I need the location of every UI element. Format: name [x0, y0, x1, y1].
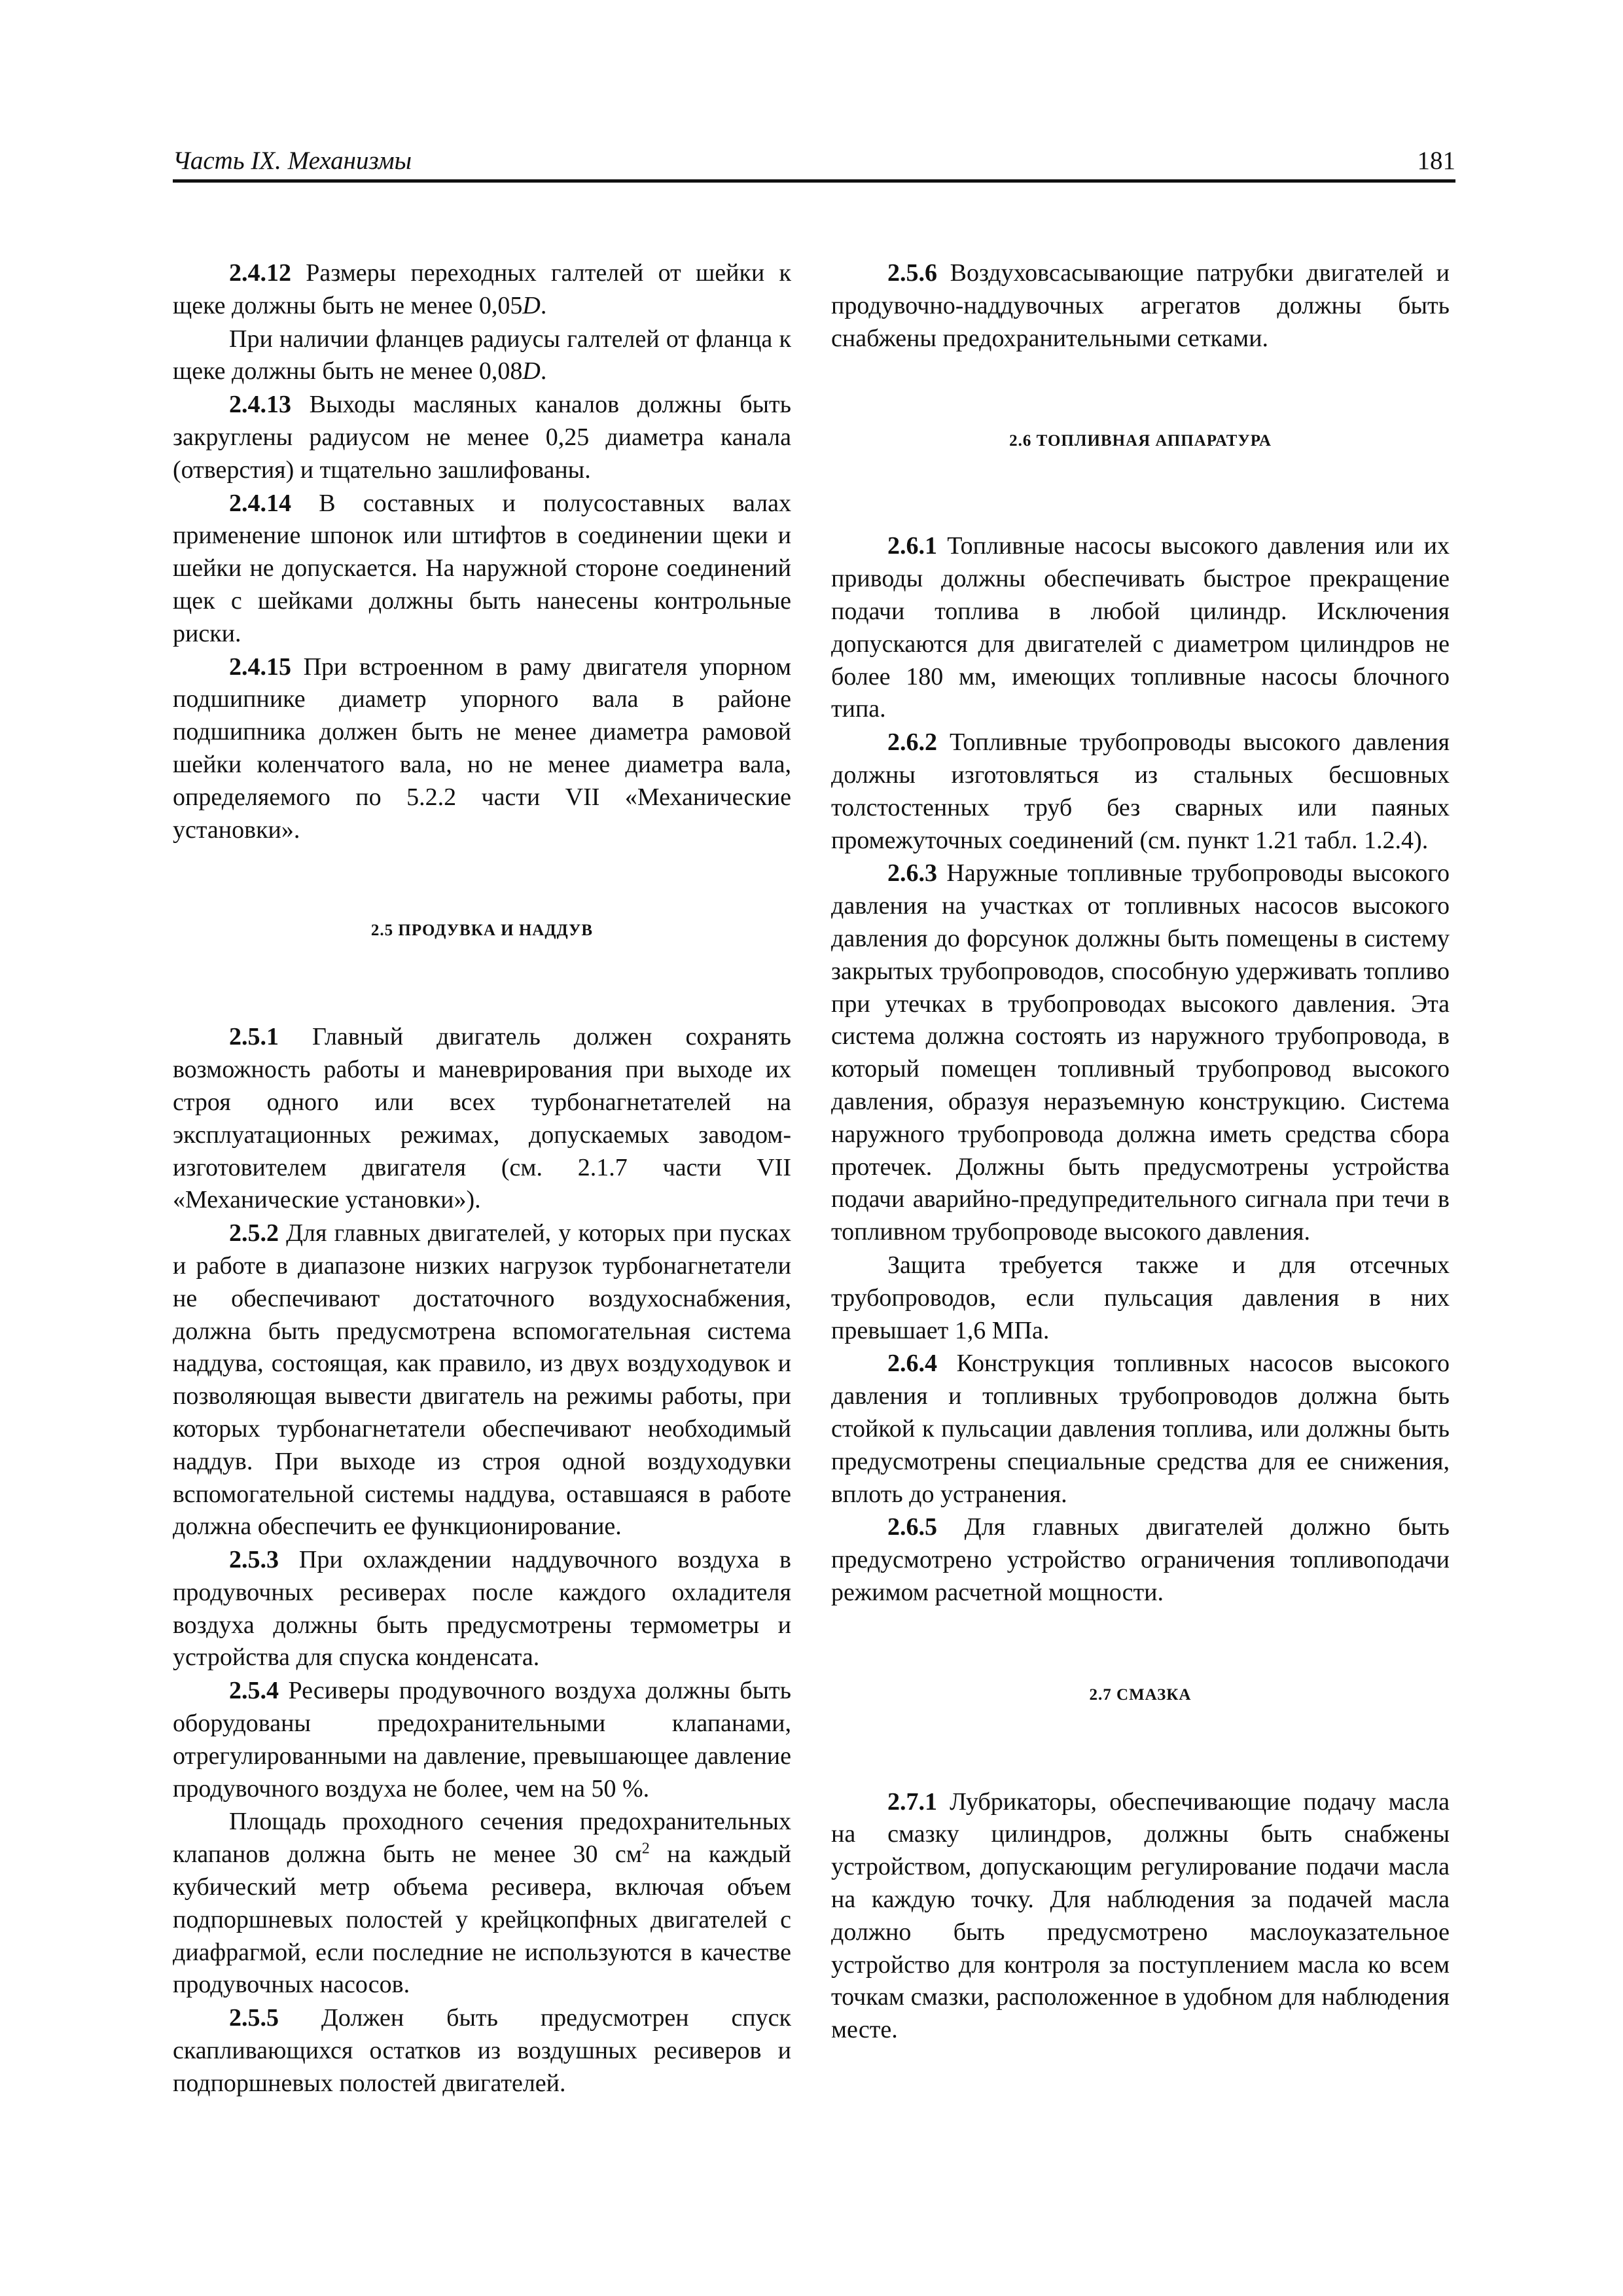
- superscript: 2: [641, 1840, 650, 1857]
- clause-number: 2.5.5: [229, 2004, 279, 2032]
- clause-text: Лубрикаторы, обеспечивающие подачу масла на смазку цилиндров, должны быть снабжены устройством, допускающим регулирование подачи масла на каждую точку. Для наблюдения за подачей масла должно быть предусмотрено маслоуказательное устройство для контроля за поступлением масла ко всем точкам смазки, расположенное в удобном для наблюдения месте.: [831, 1787, 1450, 2044]
- clause-text: При встроенном в раму двигателя упорном подшипнике диаметр упорного вала в районе подшипника должен быть не менее диаметра рамовой шейки коленчатого вала, но не менее диаметра вала, определяемого по 5.2.2 части VII «Механические установки».: [173, 653, 791, 844]
- paragraph-2-5-2: [173, 1217, 791, 1543]
- clause-text: Воздуховсасывающие патрубки двигателей и продувочно-наддувочных агрегатов должны быть снабжены предохранительными сетками.: [831, 259, 1450, 352]
- variable-d: D: [522, 357, 541, 386]
- clause-text: Топливные насосы высокого давления или их приводы должны обеспечивать быстрое прекращение подачи топлива в любой цилиндр. Исключения допускаются для двигателей с диаметром цилиндров не более 180 мм, имеющих топливные насосы блочного типа.: [831, 532, 1450, 723]
- clause-number: 2.5.4: [229, 1677, 279, 1705]
- paragraph-2-4-13: [173, 389, 791, 486]
- paragraph-2-4-15: [173, 651, 791, 847]
- clause-text: Защита требуется также и для отсечных трубопроводов, если пульсация давления в них превышает 1,6 МПа.: [831, 1251, 1450, 1344]
- clause-end: .: [540, 357, 547, 386]
- clause-text: Для главных двигателей должно быть предусмотрено устройство ограничения топливоподачи режимом расчетной мощности.: [831, 1513, 1450, 1606]
- clause-number: 2.5.2: [229, 1219, 279, 1247]
- clause-number: 2.6.4: [887, 1350, 937, 1378]
- clause-text: Топливные трубопроводы высокого давления должны изготовляться из стальных бесшовных толстостенных труб без сварных или паяных промежуточных соединений (см. пункт 1.21 табл. 1.2.4).: [831, 728, 1450, 854]
- paragraph-2-6-5: [831, 1511, 1450, 1609]
- clause-text: Главный двигатель должен сохранять возможность работы и маневрирования при выходе их строя одного или всех турбонагнетателей на эксплуатационных режимах, допускаемых заводом-изготовителем двигателя (см. 2.1.7 части VII «Механические установки»).: [173, 1023, 791, 1214]
- clause-text: При наличии фланцев радиусы галтелей от фланца к щеке должны быть не менее 0,08: [173, 325, 791, 386]
- paragraph-2-5-5: [173, 2002, 791, 2100]
- paragraph-2-5-4: [173, 1675, 791, 1805]
- paragraph-2-6-2: [831, 726, 1450, 857]
- clause-number: 2.4.12: [229, 259, 291, 287]
- paragraph-2-4-14: [173, 488, 791, 651]
- section-heading-2-6: 2.6 ТОПЛИВНАЯ АППАРАТУРА: [1009, 432, 1272, 450]
- paragraph-2-6-3: [831, 857, 1450, 1249]
- clause-text: Наружные топливные трубопроводы высокого давления на участках от топливных насосов высокого давления до форсунок должны быть помещены в систему закрытых трубопроводов, способную удерживать топливо при утечках в трубопроводах высокого давления. Эта система должна состоять из наружного трубопровода, в который помещен топливный трубопровод высокого давления, образуя неразъемную конструкцию. Система наружного трубопровода должна иметь средства сбора протечек. Должны быть предусмотрены устройства подачи аварийно-предупредительного сигнала при течи в топливном трубопроводе высокого давления.: [831, 859, 1450, 1246]
- running-title: Часть IX. Механизмы: [173, 147, 412, 175]
- variable-d: D: [522, 291, 541, 319]
- clause-number: 2.5.6: [887, 259, 937, 287]
- clause-text: Конструкция топливных насосов высокого давления и топливных трубопроводов должна быть стойкой к пульсации давления топлива, или должны быть предусмотрены специальные средства для ее снижения, вплоть до устранения.: [831, 1350, 1450, 1508]
- paragraph-2-4-12-continued: [173, 323, 791, 389]
- paragraph-2-6-1: [831, 530, 1450, 726]
- clause-text: Выходы масляных каналов должны быть закруглены радиусом не менее 0,25 диаметра канала (отверстия) и тщательно зашлифованы.: [173, 391, 791, 484]
- clause-end: .: [540, 291, 547, 319]
- clause-number: 2.6.5: [887, 1513, 937, 1541]
- section-heading-2-5: 2.5 ПРОДУВКА И НАДДУВ: [370, 922, 594, 940]
- clause-text: Должен быть предусмотрен спуск скапливающихся остатков из воздушных ресиверов и подпоршневых полостей двигателей.: [173, 2004, 791, 2097]
- page-number: 181: [1417, 147, 1455, 175]
- clause-number: 2.6.3: [887, 859, 937, 888]
- clause-number: 2.5.3: [229, 1546, 279, 1574]
- right-column: [831, 257, 1450, 2047]
- page-header: [173, 145, 1455, 183]
- clause-number: 2.4.15: [229, 653, 291, 681]
- clause-text: Для главных двигателей, у которых при пусках и работе в диапазоне низких нагрузок турбонагнетатели не обеспечивают достаточного воздухоснабжения, должна быть предусмотрена вспомогательная система наддува, состоящая, как правило, из двух воздуходувок и позволяющая вывести двигатель на режимы работы, при которых турбонагнетатели обеспечивают необходимый наддув. При выходе из строя одной воздуходувки вспомогательной системы наддува, оставшаяся в работе должна обеспечить ее функционирование.: [173, 1219, 791, 1541]
- clause-text-continued: на каждый кубический метр объема ресивера, включая объем подпоршневых полостей у крейцкопфных двигателей с диафрагмой, если последние не используются в качестве продувочных насосов.: [173, 1840, 791, 1999]
- paragraph-2-6-3-continued: [831, 1249, 1450, 1347]
- clause-number: 2.6.2: [887, 728, 937, 757]
- clause-text: Площадь проходного сечения предохранительных клапанов должна быть не менее 30 см: [173, 1808, 791, 1869]
- clause-number: 2.4.13: [229, 391, 291, 419]
- clause-number: 2.6.1: [887, 532, 937, 560]
- paragraph-2-5-4-continued: [173, 1806, 791, 2001]
- paragraph-2-5-3: [173, 1544, 791, 1674]
- clause-number: 2.4.14: [229, 489, 291, 517]
- clause-text: При охлаждении наддувочного воздуха в продувочных ресиверах после каждого охладителя воздуха должны быть предусмотрены термометры и устройства для спуска конденсата.: [173, 1546, 791, 1672]
- paragraph-2-4-12: [173, 257, 791, 323]
- clause-text: В составных и полусоставных валах применение шпонок или штифтов в соединении щеки и шейки не допускается. На наружной стороне соединений щек с шейками должны быть нанесены контрольные риски.: [173, 489, 791, 647]
- clause-text: Ресиверы продувочного воздуха должны быть оборудованы предохранительными клапанами, отрегулированными на давление, превышающее давление продувочного воздуха не более, чем на 50 %.: [173, 1677, 791, 1803]
- paragraph-2-7-1: [831, 1786, 1450, 2047]
- clause-number: 2.5.1: [229, 1023, 279, 1051]
- paragraph-2-5-1: [173, 1021, 791, 1217]
- left-column: [173, 257, 791, 2101]
- paragraph-2-5-6: [831, 257, 1450, 355]
- clause-number: 2.7.1: [887, 1787, 937, 1816]
- clause-text: Размеры переходных галтелей от шейки к щеке должны быть не менее 0,05: [173, 259, 791, 319]
- paragraph-2-6-4: [831, 1348, 1450, 1511]
- section-heading-2-7: 2.7 СМАЗКА: [1089, 1685, 1192, 1704]
